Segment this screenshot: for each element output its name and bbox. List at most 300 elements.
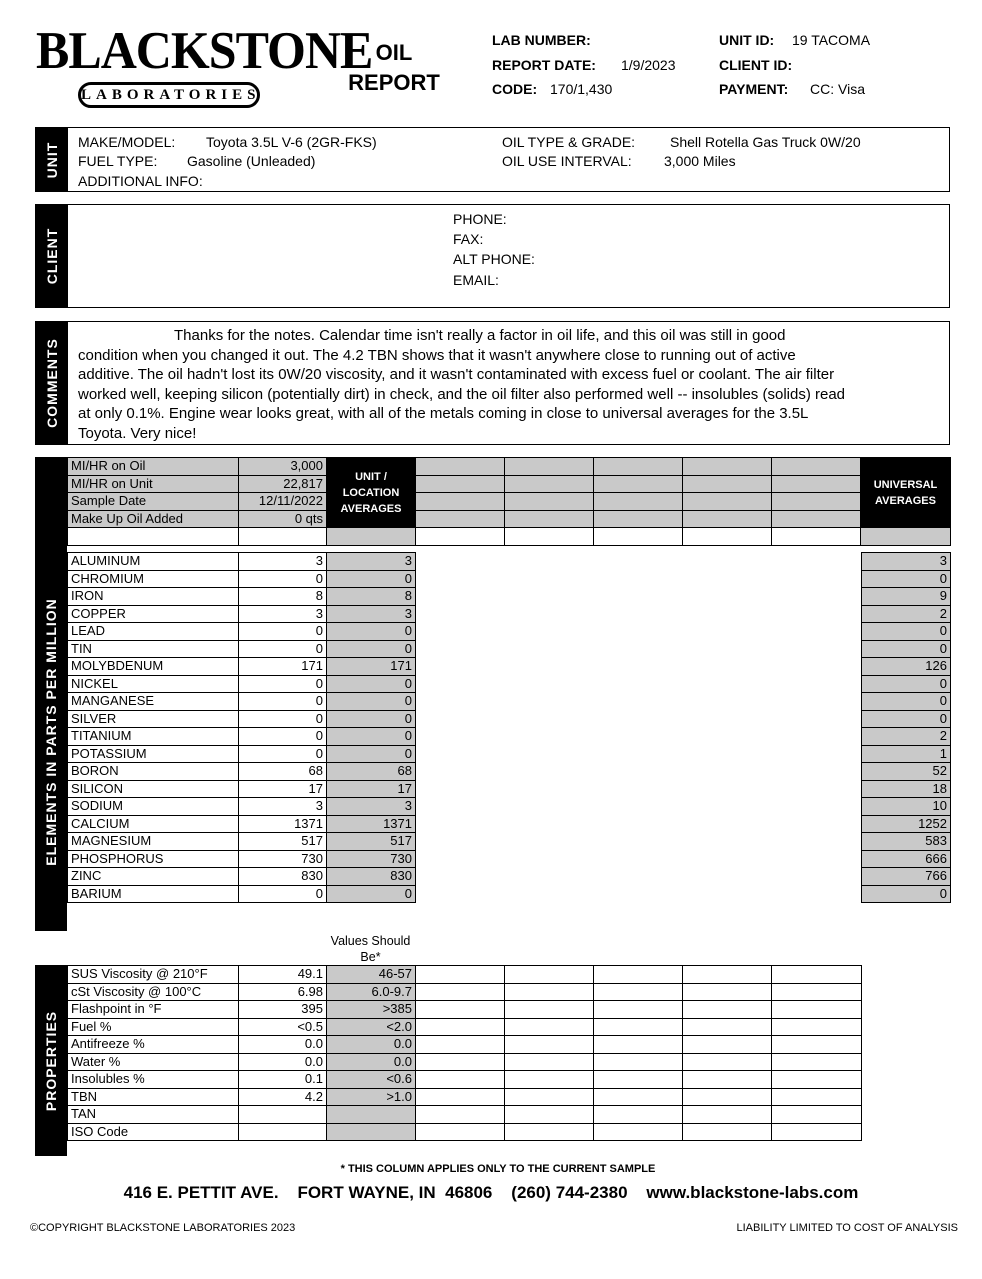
universal-spacer (861, 528, 951, 546)
element-value: 0 (239, 693, 327, 711)
element-universal-avg: 3 (862, 553, 951, 571)
element-history-blank (416, 745, 862, 763)
element-unit-avg: 68 (327, 763, 416, 781)
property-history-cell (594, 1106, 683, 1124)
property-history-cell (505, 1088, 594, 1106)
property-history-cell (416, 1088, 505, 1106)
element-name: SILVER (68, 710, 239, 728)
property-row (68, 983, 862, 1001)
footer-note: * THIS COLUMN APPLIES ONLY TO THE CURRENT SAMPLE (340, 1163, 656, 1175)
property-should-be (327, 1106, 416, 1124)
element-history-blank (416, 850, 862, 868)
property-history-cell (772, 966, 862, 984)
logo-wordmark: BLACKSTONE (36, 20, 373, 80)
history-cell (416, 475, 505, 493)
element-name: BORON (68, 763, 239, 781)
property-history-cell (416, 1123, 505, 1141)
unit-avg-spacer (327, 528, 416, 546)
unit-id-value: 19 TACOMA (792, 32, 871, 48)
sample-row (68, 458, 951, 476)
element-universal-avg: 0 (862, 675, 951, 693)
element-row (68, 798, 951, 816)
sample-row (68, 528, 951, 546)
element-universal-avg: 1 (862, 745, 951, 763)
property-history-cell (683, 1106, 772, 1124)
property-history-cell (772, 1018, 862, 1036)
property-name: ISO Code (68, 1123, 239, 1141)
element-unit-avg: 3 (327, 553, 416, 571)
universal-averages-header: UNIVERSAL AVERAGES (861, 458, 951, 528)
sample-label (68, 528, 239, 546)
phone-label: PHONE: (453, 211, 507, 227)
element-row (68, 763, 951, 781)
element-unit-avg: 0 (327, 710, 416, 728)
property-history-cell (416, 1018, 505, 1036)
element-value: 1371 (239, 815, 327, 833)
history-cell (505, 493, 594, 511)
property-row (68, 1018, 862, 1036)
history-cell (772, 493, 861, 511)
element-row (68, 588, 951, 606)
property-history-cell (416, 1053, 505, 1071)
element-row (68, 885, 951, 903)
report-date-label: REPORT DATE: (492, 57, 596, 73)
property-row (68, 966, 862, 984)
history-cell (416, 510, 505, 528)
element-history-blank (416, 728, 862, 746)
oil-type-value: Shell Rotella Gas Truck 0W/20 (670, 134, 861, 150)
element-name: TIN (68, 640, 239, 658)
element-history-blank (416, 885, 862, 903)
property-history-cell (683, 1001, 772, 1019)
report-title (330, 38, 458, 98)
property-value: 395 (239, 1001, 327, 1019)
element-name: PHOSPHORUS (68, 850, 239, 868)
property-row (68, 1036, 862, 1054)
fax-label: FAX: (453, 231, 484, 247)
property-history-cell (683, 1088, 772, 1106)
element-value: 8 (239, 588, 327, 606)
sample-row (68, 475, 951, 493)
lab-number-label: LAB NUMBER: (492, 32, 591, 48)
element-history-blank (416, 640, 862, 658)
history-cell (772, 458, 861, 476)
element-unit-avg: 730 (327, 850, 416, 868)
history-cell (505, 458, 594, 476)
element-unit-avg: 8 (327, 588, 416, 606)
element-value: 0 (239, 728, 327, 746)
element-universal-avg: 18 (862, 780, 951, 798)
properties-side-label: PROPERTIES (35, 965, 67, 1156)
property-history-cell (594, 1018, 683, 1036)
element-universal-avg: 0 (862, 640, 951, 658)
property-value: <0.5 (239, 1018, 327, 1036)
element-universal-avg: 0 (862, 710, 951, 728)
unit-id-label: UNIT ID: (719, 32, 775, 48)
property-row (68, 1001, 862, 1019)
element-name: MANGANESE (68, 693, 239, 711)
values-should-be-header: Values Should Be* (330, 934, 411, 964)
additional-info-label: ADDITIONAL INFO: (78, 173, 203, 189)
property-name: Water % (68, 1053, 239, 1071)
element-name: LEAD (68, 623, 239, 641)
element-value: 3 (239, 553, 327, 571)
element-value: 171 (239, 658, 327, 676)
element-unit-avg: 0 (327, 745, 416, 763)
element-unit-avg: 0 (327, 640, 416, 658)
property-row (68, 1123, 862, 1141)
property-history-cell (772, 1106, 862, 1124)
element-row (68, 658, 951, 676)
property-history-cell (416, 1071, 505, 1089)
comments-side-label: COMMENTS (36, 322, 68, 444)
element-row (68, 675, 951, 693)
property-history-cell (683, 1036, 772, 1054)
history-cell (416, 493, 505, 511)
element-history-blank (416, 588, 862, 606)
element-universal-avg: 0 (862, 570, 951, 588)
property-history-cell (416, 983, 505, 1001)
property-history-cell (683, 966, 772, 984)
element-value: 0 (239, 675, 327, 693)
property-history-cell (683, 1018, 772, 1036)
element-universal-avg: 126 (862, 658, 951, 676)
fuel-type-value: Gasoline (Unleaded) (187, 153, 316, 169)
element-history-blank (416, 675, 862, 693)
sample-info-table (67, 457, 951, 546)
element-value: 17 (239, 780, 327, 798)
property-history-cell (594, 1001, 683, 1019)
client-section (35, 204, 950, 308)
property-history-cell (772, 1036, 862, 1054)
property-history-cell (683, 1123, 772, 1141)
footer-address: 416 E. PETTIT AVE. FORT WAYNE, IN 46806 (260) 744-2380 www.blackstone-labs.com (123, 1183, 859, 1202)
property-value: 0.1 (239, 1071, 327, 1089)
element-history-blank (416, 780, 862, 798)
sample-label: Sample Date (68, 493, 239, 511)
element-name: MAGNESIUM (68, 833, 239, 851)
property-history-cell (772, 983, 862, 1001)
alt-phone-label: ALT PHONE: (453, 251, 535, 267)
logo-subtitle: LABORATORIES (78, 82, 260, 108)
history-cell (683, 510, 772, 528)
element-universal-avg: 0 (862, 885, 951, 903)
property-history-cell (505, 983, 594, 1001)
element-unit-avg: 1371 (327, 815, 416, 833)
element-name: TITANIUM (68, 728, 239, 746)
property-name: Antifreeze % (68, 1036, 239, 1054)
report-date-value: 1/9/2023 (621, 57, 676, 73)
oil-use-value: 3,000 Miles (664, 153, 736, 169)
property-history-cell (772, 1123, 862, 1141)
history-cell (772, 510, 861, 528)
element-row (68, 850, 951, 868)
history-cell (683, 528, 772, 546)
oil-type-label: OIL TYPE & GRADE: (502, 134, 636, 150)
client-id-label: CLIENT ID: (719, 57, 793, 73)
property-name: Flashpoint in °F (68, 1001, 239, 1019)
property-history-cell (772, 1001, 862, 1019)
element-value: 0 (239, 623, 327, 641)
property-history-cell (594, 1036, 683, 1054)
element-value: 830 (239, 868, 327, 886)
properties-table (67, 965, 862, 1141)
element-history-blank (416, 763, 862, 781)
unit-section (35, 127, 950, 192)
element-name: NICKEL (68, 675, 239, 693)
property-should-be: 46-57 (327, 966, 416, 984)
sample-value: 0 qts (239, 510, 327, 528)
history-cell (772, 475, 861, 493)
element-name: SILICON (68, 780, 239, 798)
property-should-be: >385 (327, 1001, 416, 1019)
sample-label: MI/HR on Oil (68, 458, 239, 476)
element-unit-avg: 0 (327, 728, 416, 746)
history-cell (505, 475, 594, 493)
element-row (68, 745, 951, 763)
element-history-blank (416, 623, 862, 641)
sample-value: 22,817 (239, 475, 327, 493)
property-history-cell (772, 1053, 862, 1071)
property-history-cell (505, 1001, 594, 1019)
element-value: 517 (239, 833, 327, 851)
sample-row (68, 493, 951, 511)
property-should-be: 0.0 (327, 1036, 416, 1054)
element-history-blank (416, 868, 862, 886)
property-history-cell (416, 966, 505, 984)
element-row (68, 553, 951, 571)
sample-label: Make Up Oil Added (68, 510, 239, 528)
element-history-blank (416, 693, 862, 711)
property-history-cell (683, 983, 772, 1001)
element-universal-avg: 52 (862, 763, 951, 781)
history-cell (416, 458, 505, 476)
history-cell (594, 528, 683, 546)
element-unit-avg: 0 (327, 693, 416, 711)
element-value: 0 (239, 885, 327, 903)
element-unit-avg: 17 (327, 780, 416, 798)
element-unit-avg: 0 (327, 885, 416, 903)
property-name: TBN (68, 1088, 239, 1106)
code-value: 170/1,430 (550, 81, 613, 97)
property-history-cell (594, 1053, 683, 1071)
code-label: CODE: (492, 81, 538, 97)
property-should-be (327, 1123, 416, 1141)
property-row (68, 1106, 862, 1124)
element-name: MOLYBDENUM (68, 658, 239, 676)
make-model-value: Toyota 3.5L V-6 (2GR-FKS) (206, 134, 377, 150)
element-history-blank (416, 570, 862, 588)
elements-table (67, 552, 951, 903)
history-cell (505, 510, 594, 528)
history-cell (594, 458, 683, 476)
property-history-cell (683, 1053, 772, 1071)
element-value: 0 (239, 710, 327, 728)
property-value: 6.98 (239, 983, 327, 1001)
element-value: 0 (239, 640, 327, 658)
element-history-blank (416, 658, 862, 676)
liability: LIABILITY LIMITED TO COST OF ANALYSIS (736, 1222, 958, 1234)
element-history-blank (416, 553, 862, 571)
blackstone-logo (36, 20, 373, 112)
client-side-label: CLIENT (36, 205, 68, 307)
history-cell (594, 510, 683, 528)
element-row (68, 640, 951, 658)
unit-side-label: UNIT (36, 128, 68, 191)
history-cell (772, 528, 861, 546)
element-unit-avg: 0 (327, 623, 416, 641)
element-row (68, 710, 951, 728)
property-history-cell (772, 1071, 862, 1089)
property-row (68, 1053, 862, 1071)
element-value: 0 (239, 745, 327, 763)
property-name: cSt Viscosity @ 100°C (68, 983, 239, 1001)
element-name: SODIUM (68, 798, 239, 816)
element-name: CALCIUM (68, 815, 239, 833)
property-history-cell (505, 1053, 594, 1071)
title-line-1: OIL (375, 40, 413, 65)
property-should-be: 0.0 (327, 1053, 416, 1071)
property-history-cell (594, 1123, 683, 1141)
property-history-cell (594, 966, 683, 984)
property-history-cell (416, 1106, 505, 1124)
element-name: POTASSIUM (68, 745, 239, 763)
element-history-blank (416, 605, 862, 623)
make-model-label: MAKE/MODEL: (78, 134, 176, 150)
element-unit-avg: 3 (327, 798, 416, 816)
element-unit-avg: 171 (327, 658, 416, 676)
element-value: 730 (239, 850, 327, 868)
element-history-blank (416, 798, 862, 816)
property-name: SUS Viscosity @ 210°F (68, 966, 239, 984)
element-universal-avg: 766 (862, 868, 951, 886)
element-row (68, 868, 951, 886)
property-should-be: >1.0 (327, 1088, 416, 1106)
history-cell (416, 528, 505, 546)
element-universal-avg: 666 (862, 850, 951, 868)
element-universal-avg: 583 (862, 833, 951, 851)
element-history-blank (416, 710, 862, 728)
element-row (68, 605, 951, 623)
sample-row (68, 510, 951, 528)
property-history-cell (505, 1036, 594, 1054)
property-should-be: <0.6 (327, 1071, 416, 1089)
property-should-be: <2.0 (327, 1018, 416, 1036)
unit-averages-header: UNIT / LOCATION AVERAGES (327, 458, 416, 528)
property-value: 0.0 (239, 1036, 327, 1054)
sample-value: 12/11/2022 (239, 493, 327, 511)
property-history-cell (683, 1071, 772, 1089)
payment-value: CC: Visa (810, 81, 865, 97)
element-row (68, 693, 951, 711)
element-unit-avg: 830 (327, 868, 416, 886)
property-name: Fuel % (68, 1018, 239, 1036)
property-value (239, 1123, 327, 1141)
element-name: ZINC (68, 868, 239, 886)
fuel-type-label: FUEL TYPE: (78, 153, 158, 169)
element-row (68, 815, 951, 833)
property-history-cell (505, 1106, 594, 1124)
oil-use-label: OIL USE INTERVAL: (502, 153, 632, 169)
element-universal-avg: 0 (862, 623, 951, 641)
element-name: BARIUM (68, 885, 239, 903)
property-value (239, 1106, 327, 1124)
property-history-cell (772, 1088, 862, 1106)
element-row (68, 780, 951, 798)
sample-value (239, 528, 327, 546)
element-row (68, 570, 951, 588)
property-history-cell (594, 1071, 683, 1089)
history-cell (683, 493, 772, 511)
element-value: 3 (239, 798, 327, 816)
title-line-2: REPORT (348, 70, 440, 95)
element-unit-avg: 0 (327, 675, 416, 693)
element-row (68, 623, 951, 641)
property-history-cell (594, 983, 683, 1001)
property-value: 0.0 (239, 1053, 327, 1071)
elements-side-label: ELEMENTS IN PARTS PER MILLION (35, 457, 67, 931)
history-cell (683, 458, 772, 476)
property-value: 49.1 (239, 966, 327, 984)
history-cell (683, 475, 772, 493)
element-value: 68 (239, 763, 327, 781)
element-unit-avg: 3 (327, 605, 416, 623)
element-unit-avg: 517 (327, 833, 416, 851)
sample-label: MI/HR on Unit (68, 475, 239, 493)
history-cell (505, 528, 594, 546)
element-universal-avg: 9 (862, 588, 951, 606)
property-value: 4.2 (239, 1088, 327, 1106)
property-row (68, 1088, 862, 1106)
element-universal-avg: 1252 (862, 815, 951, 833)
property-history-cell (505, 1123, 594, 1141)
element-name: ALUMINUM (68, 553, 239, 571)
email-label: EMAIL: (453, 272, 499, 288)
element-history-blank (416, 815, 862, 833)
property-name: Insolubles % (68, 1071, 239, 1089)
comments-section (35, 321, 950, 445)
property-history-cell (505, 966, 594, 984)
element-row (68, 833, 951, 851)
element-unit-avg: 0 (327, 570, 416, 588)
element-universal-avg: 2 (862, 605, 951, 623)
comments-text: Thanks for the notes. Calendar time isn't really a factor in oil life, and this oil was still in good condition when you changed it out. The 4.2 TBN shows that it wasn't anywhere close to running out of active additive. The oil hadn't lost its 0W/20 viscosity, and it wasn't contaminated with excess fuel or coolant. The air filter worked well, keeping silicon (potentially dirt) in check, and the oil filter also performed well -- insolubles (solids) read at only 0.1%. Engine wear looks great, with all of the metals coming in close to universal averages for the 3.5L Toyota. Very nice! (78, 327, 846, 442)
history-cell (594, 493, 683, 511)
element-value: 3 (239, 605, 327, 623)
element-universal-avg: 10 (862, 798, 951, 816)
element-name: IRON (68, 588, 239, 606)
element-value: 0 (239, 570, 327, 588)
property-name: TAN (68, 1106, 239, 1124)
payment-label: PAYMENT: (719, 81, 789, 97)
property-row (68, 1071, 862, 1089)
property-history-cell (416, 1001, 505, 1019)
property-history-cell (594, 1088, 683, 1106)
history-cell (594, 475, 683, 493)
property-should-be: 6.0-9.7 (327, 983, 416, 1001)
element-universal-avg: 2 (862, 728, 951, 746)
element-history-blank (416, 833, 862, 851)
element-universal-avg: 0 (862, 693, 951, 711)
copyright: ©COPYRIGHT BLACKSTONE LABORATORIES 2023 (30, 1222, 296, 1234)
property-history-cell (505, 1071, 594, 1089)
property-history-cell (505, 1018, 594, 1036)
element-name: CHROMIUM (68, 570, 239, 588)
element-row (68, 728, 951, 746)
property-history-cell (416, 1036, 505, 1054)
sample-value: 3,000 (239, 458, 327, 476)
element-name: COPPER (68, 605, 239, 623)
